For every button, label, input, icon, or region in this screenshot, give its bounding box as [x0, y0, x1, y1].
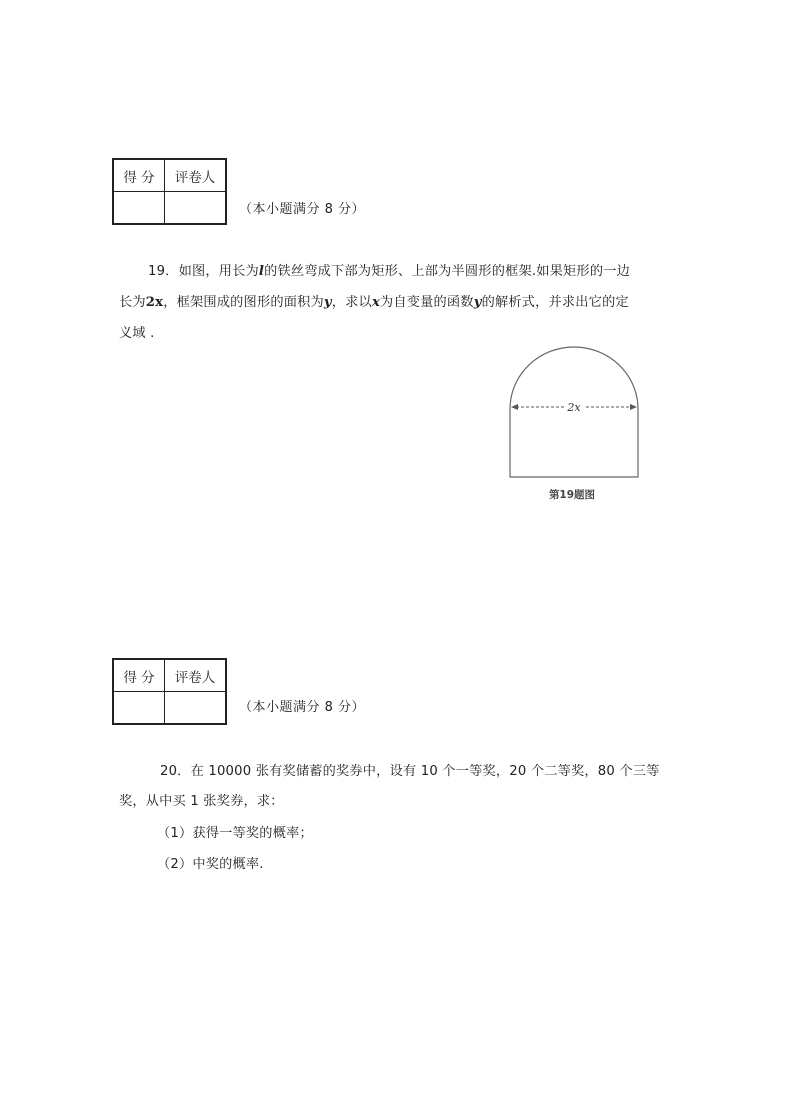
- figure-19: [508, 345, 643, 505]
- score-label-cell: 得 分: [113, 159, 165, 192]
- q19-line3: 义域 .: [119, 326, 155, 341]
- q20-line2: 奖，从中买 1 张奖券，求：: [119, 794, 284, 809]
- dimension-label: 2x: [567, 401, 581, 414]
- full-mark-20: （本小题满分 8 分）: [239, 700, 366, 715]
- q19-line2: [119, 291, 629, 310]
- q19-text: 的解析式，并求出它的定: [481, 295, 629, 310]
- q19-line1: [148, 260, 630, 279]
- grader-input-cell[interactable]: [165, 192, 227, 225]
- grader-label-cell: 评卷人: [165, 159, 227, 192]
- score-table-20: [112, 658, 227, 725]
- q19-text: 19．如图，用长为: [148, 264, 259, 279]
- q20-part1: （1）获得一等奖的概率；: [157, 826, 313, 841]
- full-mark-19: （本小题满分 8 分）: [239, 202, 366, 217]
- grader-input-cell[interactable]: [165, 692, 227, 725]
- figure-caption: 第19题图: [548, 489, 596, 501]
- q19-text: 的铁丝弯成下部为矩形、上部为半圆形的框架.如果矩形的一边: [264, 264, 630, 279]
- var-l: l: [258, 264, 265, 279]
- q20-part2: （2）中奖的概率.: [157, 857, 264, 872]
- score-label-cell: 得 分: [113, 659, 165, 692]
- var-x: x: [371, 295, 380, 310]
- var-y: y: [473, 295, 482, 310]
- q19-text: ，求以: [331, 295, 372, 310]
- q19-text: 为自变量的函数: [380, 295, 474, 310]
- q20-line1: 20．在 10000 张有奖储蓄的奖券中，设有 10 个一等奖，20 个二等奖，80 个三等: [160, 764, 660, 779]
- arrow-right-icon: [630, 404, 637, 410]
- var-y: y: [323, 295, 332, 310]
- score-input-cell[interactable]: [113, 692, 165, 725]
- q19-text: 长为: [119, 295, 146, 310]
- q19-text: ，框架围成的图形的面积为: [163, 295, 324, 310]
- arrow-left-icon: [511, 404, 518, 410]
- score-input-cell[interactable]: [113, 192, 165, 225]
- var-2x: 2x: [145, 295, 164, 310]
- grader-label-cell: 评卷人: [165, 659, 227, 692]
- score-table-19: [112, 158, 227, 225]
